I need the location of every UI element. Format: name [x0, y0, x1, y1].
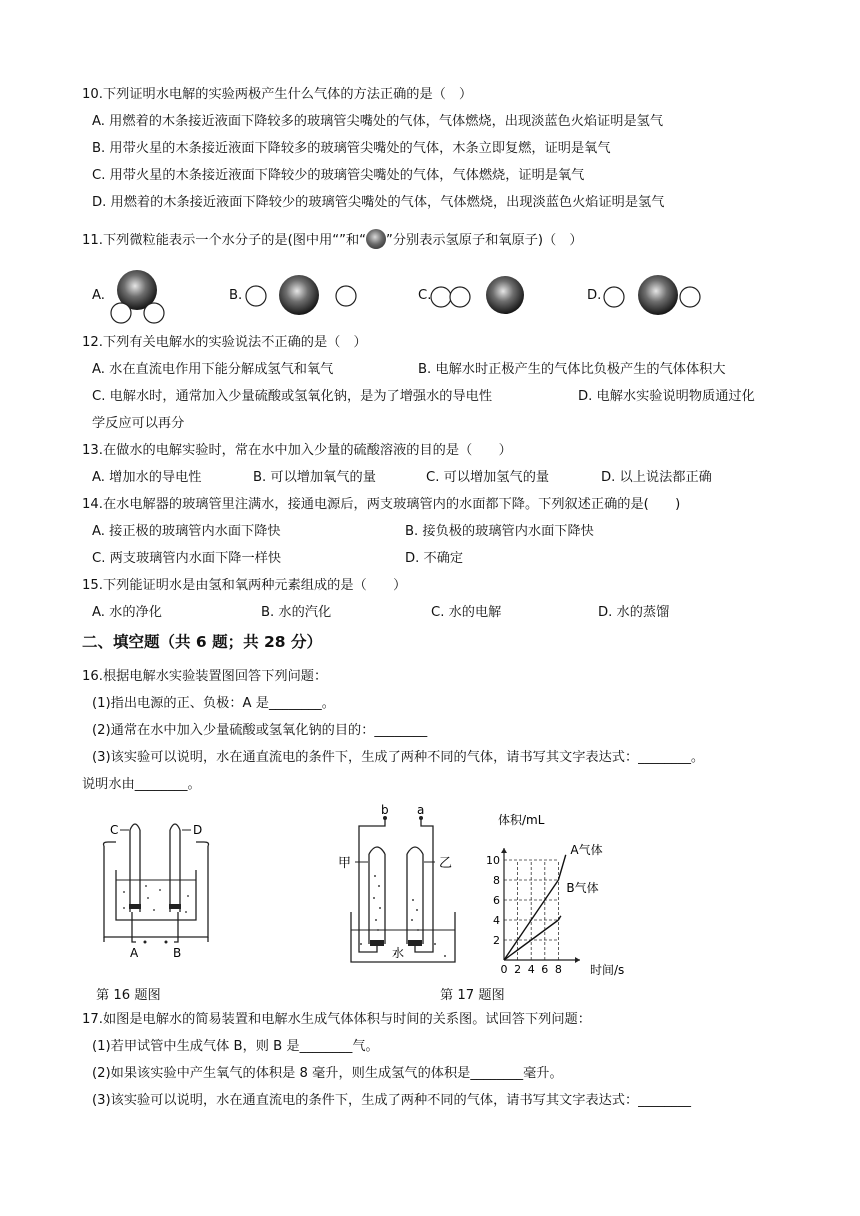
q15-option-d: D. 水的蒸馏: [598, 605, 670, 620]
q10-option-a: A. 用燃着的木条接近液面下降较多的玻璃管尖嘴处的气体，气体燃烧，出现淡蓝色火焰证明是氢气: [92, 114, 664, 129]
fig17-label-yi: 乙: [439, 856, 453, 871]
fig16-label-d: D: [193, 823, 203, 837]
q14-stem: 14.在水电解器的玻璃管里注满水，接通电源后，两支玻璃管内的水面都下降。下列叙述正确的是( ): [82, 497, 681, 512]
series-line-extension: [558, 855, 565, 880]
hydrogen-atom: [111, 303, 131, 323]
q11-option-c-label: C.: [418, 288, 432, 303]
electrode: [169, 904, 181, 909]
q11-option-c-molecule: [430, 272, 530, 318]
q16-part1: (1)指出电源的正、负极：A 是________。: [92, 696, 335, 711]
q11-stem-part1: 11.下列微粒能表示一个水分子的是(图中用“”和“: [82, 233, 366, 248]
x-axis-arrow: [575, 957, 580, 963]
q12-option-b: B. 电解水时正极产生的气体比负极产生的气体体积大: [418, 362, 726, 377]
fig17-caption: 第 17 题图: [440, 988, 505, 1003]
q10-option-c: C. 用带火星的木条接近液面下降较少的玻璃管尖嘴处的气体，气体燃烧，证明是氧气: [92, 168, 585, 183]
chart-grid: [504, 860, 558, 960]
oxygen-atom: [279, 275, 319, 315]
q16-part2: (2)通常在水中加入少量硫酸或氢氧化钠的目的：________: [92, 723, 428, 738]
q13-option-b: B. 可以增加氧气的量: [253, 470, 376, 485]
q15-option-a: A. 水的净化: [92, 605, 162, 620]
chart-series: [504, 842, 603, 960]
fig17-label-b: b: [381, 804, 389, 817]
section-title: 二、填空题（共 6 题；共 28 分）: [82, 633, 322, 651]
fig16-caption: 第 16 题图: [96, 988, 161, 1003]
q11-option-d-label: D.: [587, 288, 602, 303]
q17-part3: (3)该实验可以说明，水在通直流电的条件下，生成了两种不同的气体，请书写其文字表达式：________: [92, 1093, 691, 1108]
x-tick-label: 4: [527, 963, 535, 976]
q13-option-a: A. 增加水的导电性: [92, 470, 202, 485]
fig17-label-water: 水: [392, 946, 405, 960]
q14-option-b: B. 接负极的玻璃管内水面下降快: [405, 524, 594, 539]
hydrogen-atom: [604, 287, 624, 307]
q12-option-c: C. 电解水时，通常加入少量硫酸或氢氧化钠，是为了增强水的导电性: [92, 389, 493, 404]
hydrogen-atom: [246, 286, 266, 306]
q14-option-a: A. 接正极的玻璃管内水面下降快: [92, 524, 281, 539]
q16-part3-cont: 说明水由________。: [82, 777, 201, 792]
q14-option-c: C. 两支玻璃管内水面下降一样快: [92, 551, 282, 566]
chart-y-axis-label: 体积/mL: [498, 813, 545, 827]
fig16-apparatus: [96, 812, 226, 962]
y-axis-arrow: [501, 848, 507, 853]
q16-stem: 16.根据电解水实验装置图回答下列问题：: [82, 669, 328, 684]
hydrogen-atom: [336, 286, 356, 306]
q13-stem: 13.在做水的电解实验时，常在水中加入少量的硫酸溶液的目的是（ ）: [82, 443, 512, 458]
oxygen-atom-icon: [366, 229, 386, 249]
oxygen-atom: [638, 275, 678, 315]
q10-option-d: D. 用燃着的木条接近液面下降较少的玻璃管尖嘴处的气体，气体燃烧，出现淡蓝色火焰证明是氢气: [92, 195, 665, 210]
chart-ticks: [486, 854, 562, 976]
q13-option-c: C. 可以增加氢气的量: [426, 470, 550, 485]
fig17-label-jia: 甲: [338, 856, 352, 871]
hydrogen-atom: [680, 287, 700, 307]
x-tick-label: 2: [514, 963, 522, 976]
q12-option-a: A. 水在直流电作用下能分解成氢气和氧气: [92, 362, 334, 377]
y-tick-label: 4: [493, 914, 500, 927]
chart-x-axis-label: 时间/s: [590, 963, 625, 977]
electrode: [129, 904, 141, 909]
q17-stem: 17.如图是电解水的简易装置和电解水生成气体体积与时间的关系图。试回答下列问题：: [82, 1012, 591, 1027]
q15-stem: 15.下列能证明水是由氢和氧两种元素组成的是（ ）: [82, 578, 407, 593]
q11-option-a-label: A.: [92, 288, 105, 303]
fig16-label-c: C: [110, 823, 119, 837]
q17-part1: (1)若甲试管中生成气体 B，则 B 是________气。: [92, 1039, 379, 1054]
q16-part3: (3)该实验可以说明，水在通直流电的条件下，生成了两种不同的气体，请书写其文字表达式：________。: [92, 750, 705, 765]
electrode: [408, 940, 422, 946]
x-tick-label: 8: [554, 963, 562, 976]
q12-stem: 12.下列有关电解水的实验说法不正确的是（ ）: [82, 335, 367, 350]
fig17-apparatus: [335, 804, 465, 969]
fig17-label-a: a: [417, 804, 425, 817]
y-tick-label: 8: [493, 874, 500, 887]
q11-option-b-label: B.: [229, 288, 243, 303]
hydrogen-atom: [431, 287, 451, 307]
fig16-label-b: B: [173, 946, 182, 960]
series-label: A气体: [570, 843, 603, 857]
hydrogen-atom: [144, 303, 164, 323]
series-label: B气体: [566, 881, 599, 895]
volume-time-chart: [478, 810, 638, 978]
y-tick-label: 10: [486, 854, 500, 867]
q10-stem: 10.下列证明水电解的实验两极产生什么气体的方法正确的是（ ）: [82, 87, 473, 102]
q14-option-d: D. 不确定: [405, 551, 464, 566]
q17-part2: (2)如果该实验中产生氧气的体积是 8 毫升，则生成氢气的体积是________毫升。: [92, 1066, 563, 1081]
q12-option-d: D. 电解水实验说明物质通过化: [578, 389, 755, 404]
q10-option-b: B. 用带火星的木条接近液面下降较多的玻璃管尖嘴处的气体，木条立即复燃，证明是氧气: [92, 141, 611, 156]
q11-stem-part2: ”分别表示氢原子和氧原子)（ ）: [386, 233, 583, 248]
q15-option-c: C. 水的电解: [431, 605, 502, 620]
q11-option-b-molecule: [240, 272, 360, 318]
y-tick-label: 6: [493, 894, 500, 907]
electrode: [370, 940, 384, 946]
x-tick-label: 6: [541, 963, 549, 976]
q11-option-d-molecule: [600, 272, 710, 318]
q12-option-d-cont: 学反应可以再分: [92, 416, 185, 431]
fig16-label-a: A: [130, 946, 139, 960]
x-tick-label: 0: [500, 963, 508, 976]
q13-option-d: D. 以上说法都正确: [601, 470, 712, 485]
q11-stem: [82, 229, 583, 250]
q11-option-a-molecule: [104, 268, 168, 326]
q15-option-b: B. 水的汽化: [261, 605, 332, 620]
hydrogen-atom: [450, 287, 470, 307]
oxygen-atom: [486, 276, 524, 314]
y-tick-label: 2: [493, 934, 500, 947]
